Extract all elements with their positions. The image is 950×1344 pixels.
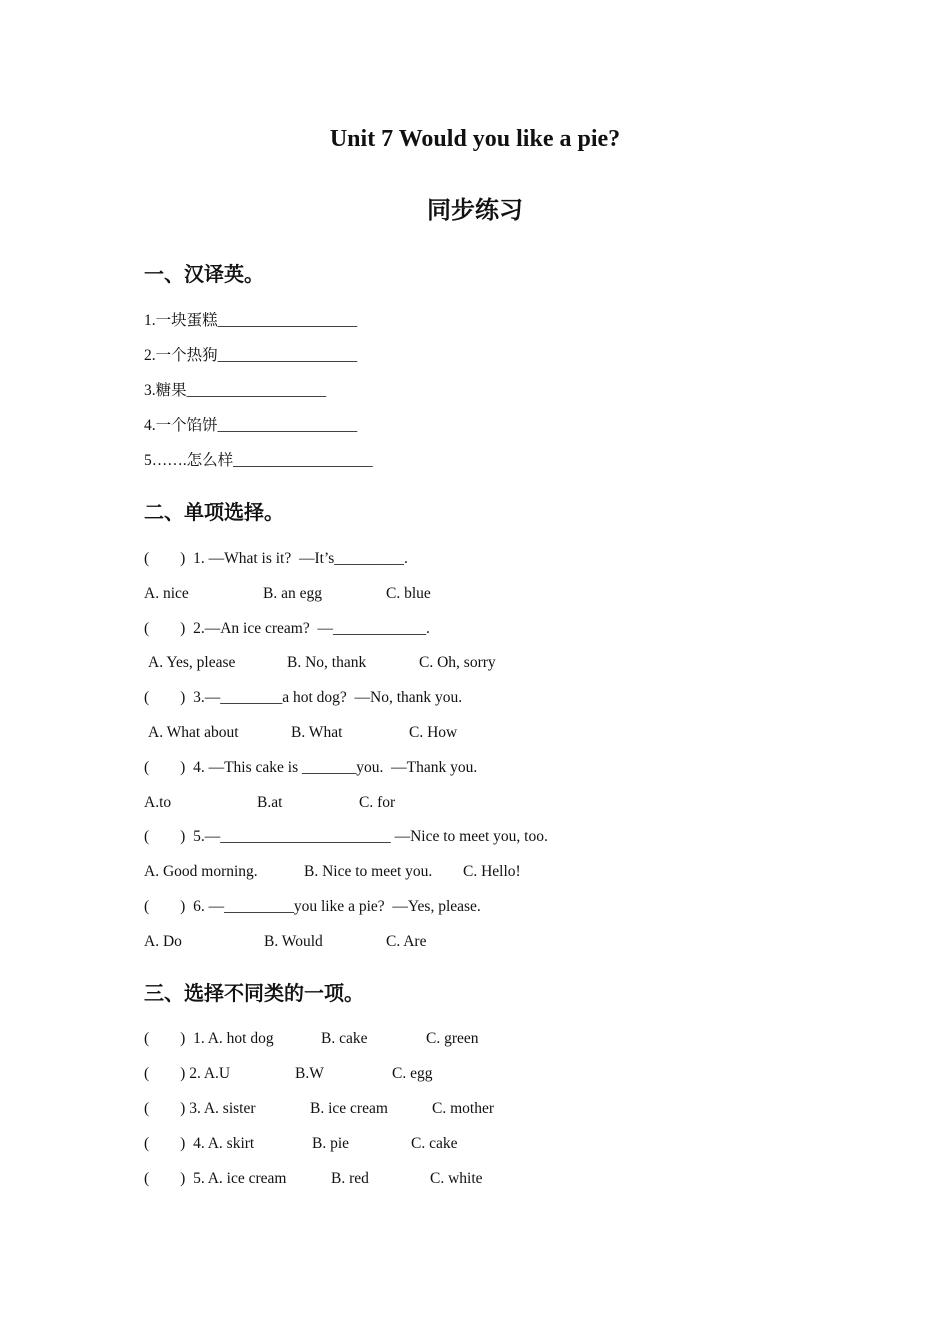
choice-1-option-a: A. nice — [144, 585, 189, 602]
odd-one-question-2: ( ) 2. A.U — [144, 1065, 231, 1082]
choice-question-5: ( ) 5.—______________________ —Nice to meet you, too. — [144, 828, 548, 845]
odd-one-1-option-c: C. green — [426, 1030, 479, 1047]
section-3-heading: 三、选择不同类的一项。 — [144, 983, 364, 1005]
odd-one-question-3: ( ) 3. A. sister — [144, 1100, 256, 1117]
odd-one-question-4: ( ) 4. A. skirt — [144, 1135, 255, 1152]
translation-item-5: 5…….怎么样__________________ — [144, 452, 373, 469]
choice-2-option-a: A. Yes, please — [148, 654, 236, 671]
translation-item-4: 4.一个馅饼__________________ — [144, 417, 358, 434]
choice-question-3: ( ) 3.—________a hot dog? —No, thank you. — [144, 689, 463, 706]
choice-1-option-c: C. blue — [386, 585, 431, 602]
section-1-heading: 一、汉译英。 — [144, 264, 264, 286]
choice-6-option-c: C. Are — [386, 933, 427, 950]
page-subtitle: 同步练习 — [427, 198, 523, 224]
choice-3-option-b: B. What — [291, 724, 343, 741]
odd-one-4-option-c: C. cake — [411, 1135, 458, 1152]
odd-one-question-1: ( ) 1. A. hot dog — [144, 1030, 274, 1047]
translation-item-3: 3.糖果__________________ — [144, 382, 327, 399]
choice-4-option-a: A.to — [144, 794, 172, 811]
translation-item-1: 1.一块蛋糕__________________ — [144, 312, 358, 329]
choice-2-option-c: C. Oh, sorry — [419, 654, 496, 671]
choice-3-option-c: C. How — [409, 724, 458, 741]
choice-2-option-b: B. No, thank — [287, 654, 367, 671]
choice-5-option-b: B. Nice to meet you. — [304, 863, 433, 880]
choice-6-option-b: B. Would — [264, 933, 323, 950]
odd-one-2-option-b: B.W — [295, 1065, 324, 1082]
odd-one-3-option-c: C. mother — [432, 1100, 494, 1117]
odd-one-1-option-b: B. cake — [321, 1030, 368, 1047]
choice-question-1: ( ) 1. —What is it? —It’s_________. — [144, 550, 408, 567]
odd-one-2-option-c: C. egg — [392, 1065, 433, 1082]
odd-one-4-option-b: B. pie — [312, 1135, 350, 1152]
choice-4-option-b: B.at — [257, 794, 283, 811]
choice-question-4: ( ) 4. —This cake is _______you. —Thank you. — [144, 759, 478, 776]
odd-one-question-5: ( ) 5. A. ice cream — [144, 1170, 287, 1187]
choice-6-option-a: A. Do — [144, 933, 182, 950]
odd-one-5-option-b: B. red — [331, 1170, 369, 1187]
translation-item-2: 2.一个热狗__________________ — [144, 347, 358, 364]
choice-4-option-c: C. for — [359, 794, 396, 811]
section-2-heading: 二、单项选择。 — [144, 502, 284, 524]
odd-one-3-option-b: B. ice cream — [310, 1100, 388, 1117]
choice-question-2: ( ) 2.—An ice cream? —____________. — [144, 620, 430, 637]
choice-1-option-b: B. an egg — [263, 585, 322, 602]
choice-5-option-a: A. Good morning. — [144, 863, 258, 880]
choice-5-option-c: C. Hello! — [463, 863, 521, 880]
choice-3-option-a: A. What about — [148, 724, 239, 741]
odd-one-5-option-c: C. white — [430, 1170, 483, 1187]
page-title: Unit 7 Would you like a pie? — [329, 126, 621, 152]
choice-question-6: ( ) 6. —_________you like a pie? —Yes, please. — [144, 898, 481, 915]
